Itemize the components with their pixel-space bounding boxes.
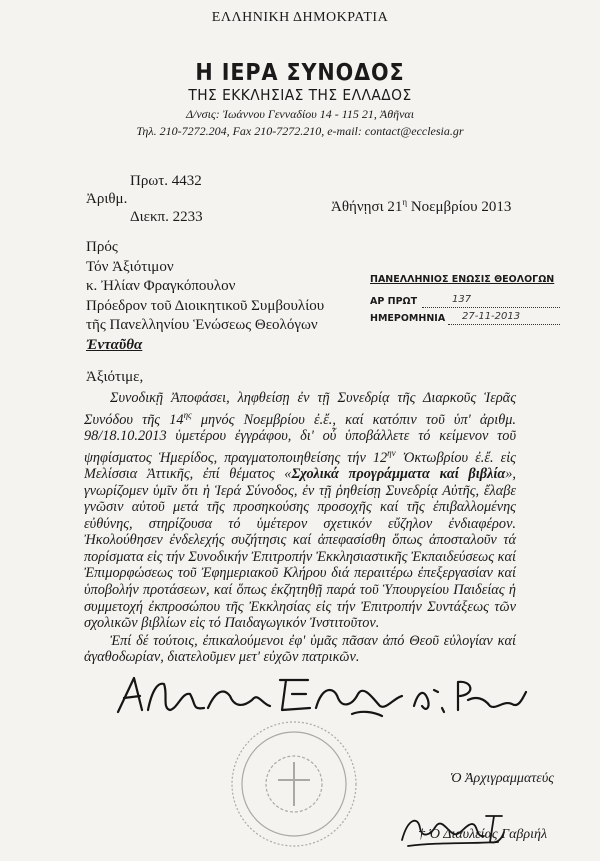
header-state: ΕΛΛΗΝΙΚΗ ΔΗΜΟΚΡΑΤΙΑ bbox=[211, 10, 389, 25]
stamp-protocol-line bbox=[422, 307, 560, 308]
recipient-location: Ἐνταῦθα bbox=[86, 336, 143, 353]
header-contact: Τηλ. 210-7272.204, Fax 210-7272.210, e-mail: contact@ecclesia.gr bbox=[136, 124, 464, 138]
stamp-date-line bbox=[448, 324, 560, 325]
stamp-date-label: ΗΜΕΡΟΜΗΝΙΑ bbox=[370, 313, 446, 324]
recipient-line: Τόν Ἀξιότιμον bbox=[86, 258, 174, 275]
diekp-ref bbox=[130, 209, 203, 226]
protocol-number: 4432 bbox=[171, 173, 202, 189]
diekp-number: 2233 bbox=[172, 209, 203, 225]
header-title: Η ΙΕΡΑ ΣΥΝΟΔΟΣ bbox=[195, 60, 405, 86]
synod-seal bbox=[228, 718, 360, 850]
recipient-block bbox=[86, 238, 324, 355]
diekp-label: Διεκπ. bbox=[130, 209, 169, 225]
stamp-date-value: 27-11-2013 bbox=[462, 311, 521, 322]
header-address: Δ/νσις: Ἰωάννου Γενναδίου 14 - 115 21, Ἀθῆναι bbox=[185, 107, 415, 121]
letter-date: Ἀθήνῃσι $21^\eta$ Νοεμβρίου 2013 bbox=[331, 197, 512, 215]
stamp-protocol-value: 137 bbox=[452, 294, 472, 305]
stamp-protocol-label: ΑΡ ΠΡΩΤ bbox=[370, 296, 418, 307]
secretary-title: Ὁ Ἀρχιγραμματεύς bbox=[450, 771, 554, 786]
body-closing-paragraph: Ἐπί δέ τούτοις, ἐπικαλούμενοι ἐφ' ὑμᾶς πᾶσαν ἀπό Θεοῦ εὐλογίαν καί ἀγαθοδωρίαν, διατελοῦμεν μετ' εὐχῶν πατρικῶν. bbox=[84, 632, 516, 666]
recipient-line: Πρός bbox=[86, 239, 118, 255]
recipient-line: Πρόεδρον τοῦ Διοικητικοῦ Συμβουλίου bbox=[86, 297, 325, 314]
salutation: Ἀξιότιμε, bbox=[86, 369, 144, 385]
primary-signature bbox=[112, 670, 532, 720]
body-paragraph: Συνοδικῇ Ἀποφάσει, ληφθείσῃ ἐν τῇ Συνεδρίᾳ τῆς Διαρκοῦς Ἱερᾶς Συνόδου τῆς $14^{\eta\varsigma}$ μηνός Νοεμβρίου ἐ.ἔ., καί κατόπιν τοῦ ὑπ' ἀριθμ. 98/18.10.2013 ὑμετέρου ἐγγράφου, δι' οὗ ὑποβάλλετε τό κείμενον τοῦ ψηφίσματος Ἡμερίδος, πραγματοποιηθείσης τήν $12^{\eta\nu}$ Ὀκτωβρίου ἐ.ἔ. εἰς Μελίσσια Ἀττικῆς, ἐπί θέματος «Σχολικά προγράμματα καί βιβλία», γνωρίζομεν ὑμῖν ὅτι ἡ Ἱερά Σύνοδος, ἐν τῇ ῥηθείσῃ Συνεδρίᾳ Αὐτῆς, ἔλαβε γνῶσιν αὐτοῦ μετά τῆς προσηκούσης προσοχῆς καί τῆς ἐπιβαλλομένης εὐθύνης, στηρίζουσα τό ὑμέτερον σχετικόν εὔζηλον ἐνδιαφέρον. Ἠκολούθησεν ἐνδελεχής συζήτησις καί ἀπεφασίσθη ὅπως ἀποσταλοῦν τά πορίσματα εἰς τήν Συνοδικήν Ἐπιτροπήν Ἐκκλησιαστικῆς Ἐκπαιδεύσεως καί Ἐπιμορφώσεως τοῦ Ἐφημεριακοῦ Κλήρου διά περαιτέρω ἐπεξεργασίαν καί ὑποβολήν προτάσεων, καί ὅπως ἐκζητηθῇ παρά τοῦ Ὑπουργείου Παιδείας ἡ συμμετοχή ἐκπροσώπου τῆς Ἐκκλησίας εἰς τήν Ἐπιτροπήν Συντάξεως τῶν σχολικῶν βιβλίων εἰς τό Παιδαγωγικόν Ἰνστιτοῦτον. bbox=[84, 390, 516, 632]
protocol-label: Πρωτ. bbox=[130, 173, 168, 189]
secretary-name: † Ὁ Διαυλείας Γαβριήλ bbox=[418, 827, 548, 842]
letter-body bbox=[84, 390, 516, 666]
protocol-ref bbox=[130, 173, 202, 190]
recipient-line: τῆς Πανελληνίου Ἑνώσεως Θεολόγων bbox=[86, 317, 318, 333]
header-subtitle: ΤΗΣ ΕΚΚΛΗΣΙΑΣ ΤΗΣ ΕΛΛΑΔΟΣ bbox=[188, 86, 412, 104]
arithm-label: Ἀριθμ. bbox=[86, 191, 128, 207]
stamp-org: ΠΑΝΕΛΛΗΝΙΟΣ ΕΝΩΣΙΣ ΘΕΟΛΟΓΩΝ bbox=[370, 274, 555, 285]
recipient-line: κ. Ἠλίαν Φραγκόπουλον bbox=[86, 278, 236, 294]
